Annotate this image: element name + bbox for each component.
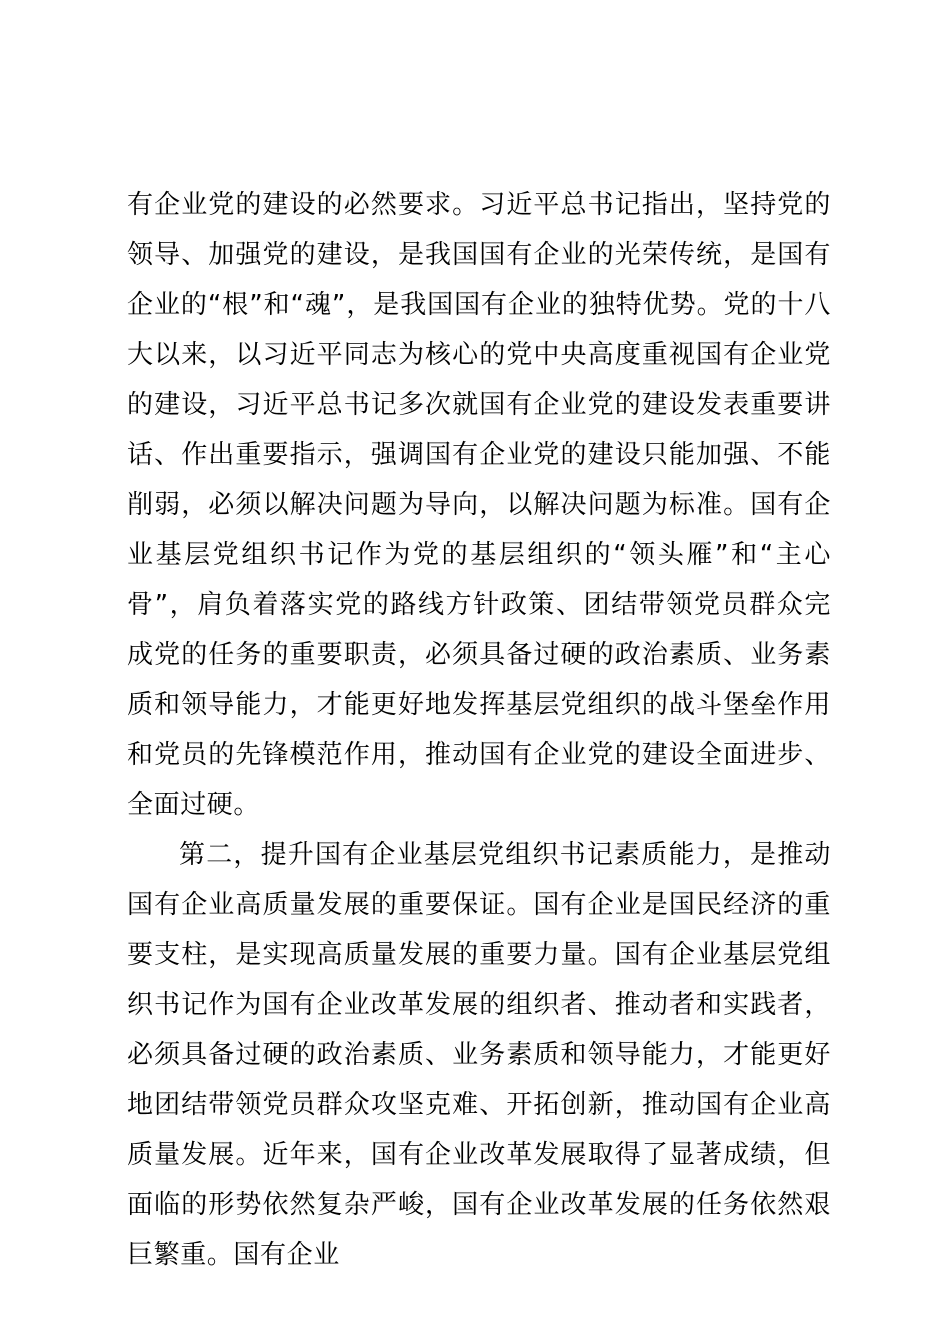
document-body: [127, 180, 831, 1280]
paragraph-2: 第二，提升国有企业基层党组织书记素质能力，是推动国有企业高质量发展的重要保证。国有企业是国民经济的重要支柱，是实现高质量发展的重要力量。国有企业基层党组织书记作为国有企业改革发展的组织者、推动者和实践者，必须具备过硬的政治素质、业务素质和领导能力，才能更好地团结带领党员群众攻坚克难、开拓创新，推动国有企业高质量发展。近年来，国有企业改革发展取得了显著成绩，但面临的形势依然复杂严峻，国有企业改革发展的任务依然艰巨繁重。国有企业: [127, 840, 831, 1270]
paragraph-1: 有企业党的建设的必然要求。习近平总书记指出，坚持党的领导、加强党的建设，是我国国有企业的光荣传统，是国有企业的“根”和“魂”，是我国国有企业的独特优势。党的十八大以来，以习近平同志为核心的党中央高度重视国有企业党的建设，习近平总书记多次就国有企业党的建设发表重要讲话、作出重要指示，强调国有企业党的建设只能加强、不能削弱，必须以解决问题为导向，以解决问题为标准。国有企业基层党组织书记作为党的基层组织的“领头雁”和“主心骨”，肩负着落实党的路线方针政策、团结带领党员群众完成党的任务的重要职责，必须具备过硬的政治素质、业务素质和领导能力，才能更好地发挥基层党组织的战斗堡垒作用和党员的先锋模范作用，推动国有企业党的建设全面进步、全面过硬。: [127, 190, 831, 820]
